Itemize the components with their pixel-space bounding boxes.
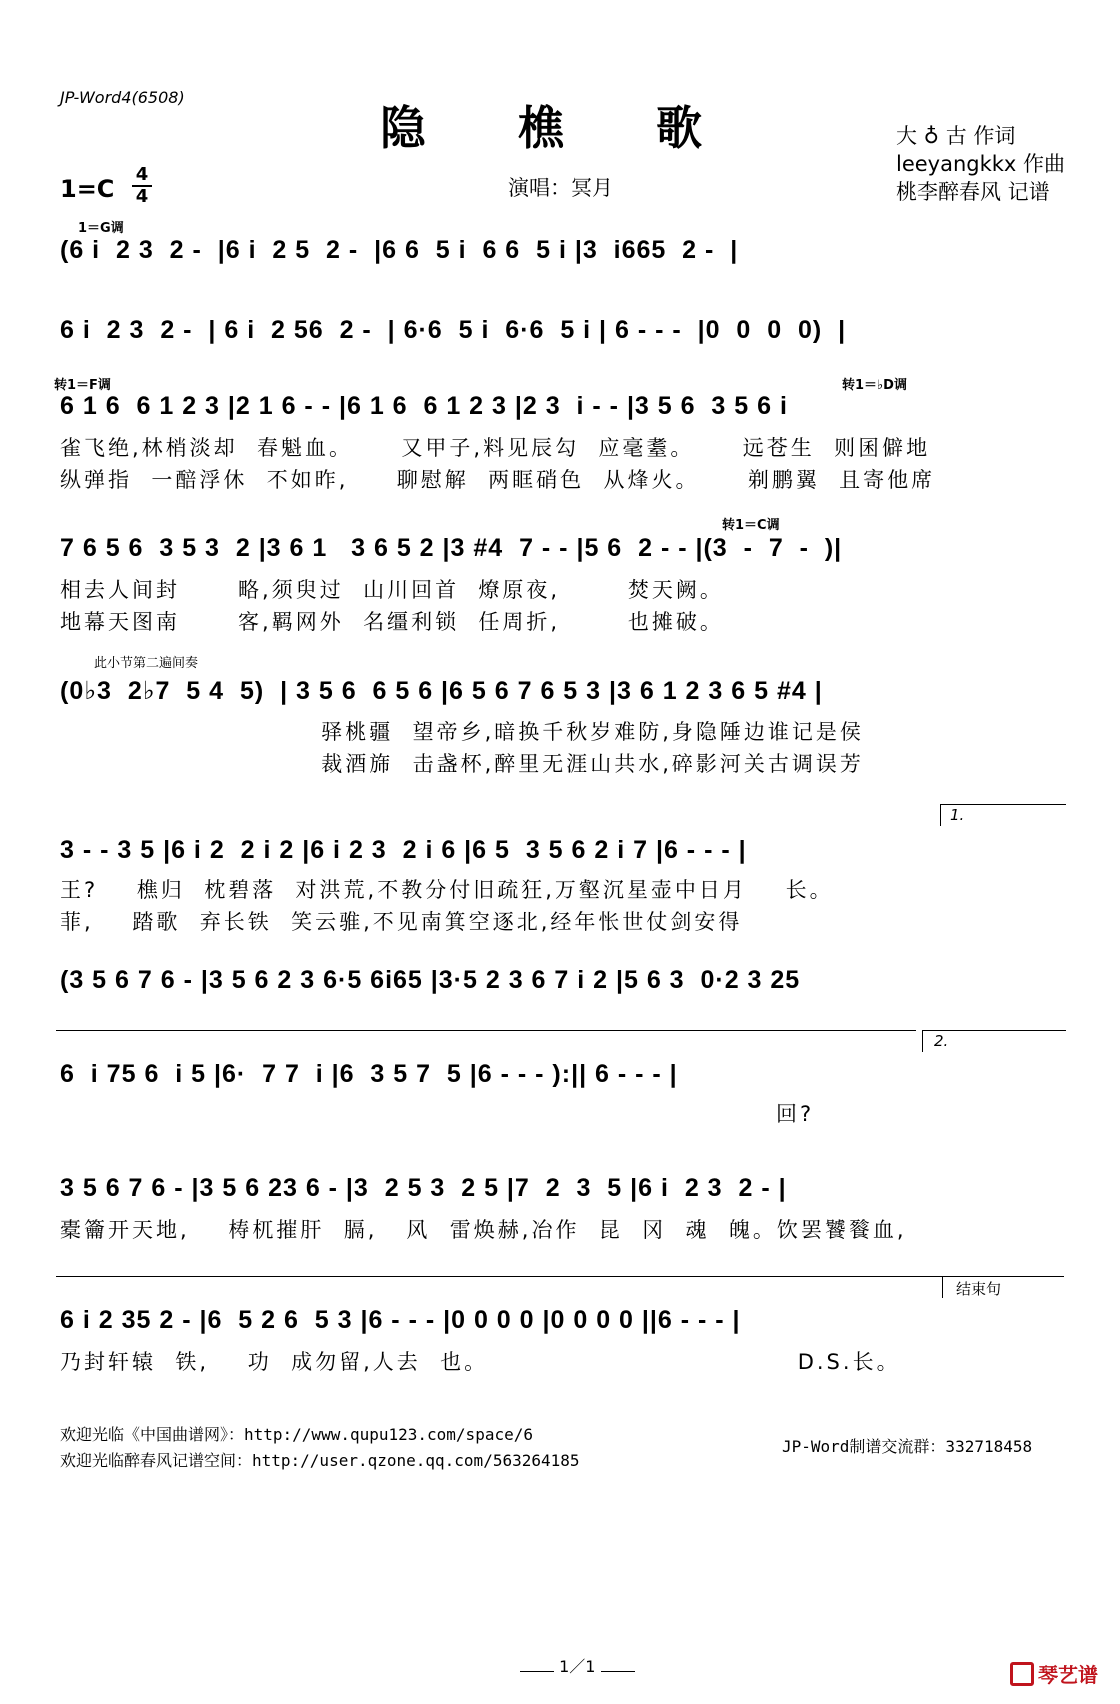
time-signature-numerator: 4 [135,164,149,185]
lyric-line: 驿桃疆 望帝乡,暗换千秋岁难防,身隐陲边谁记是侯 [60,720,864,744]
lyric-line: 回? [60,1102,815,1126]
key-signature: 1=C [60,175,115,203]
system-separator [56,1030,916,1031]
transcriber-credit: 桃李醉春风 记谱 [896,180,1050,204]
notation-line: (3 5 6 7 6 - |3 5 6 2 3 6·5 6i65 |3·5 2 3 6 7 i 2 |5 6 3 0·2 3 25 [60,966,801,994]
notation-line: (0♭3 2♭7 5 4 5) | 3 5 6 6 5 6 |6 5 6 7 6 5 3 |3 6 1 2 3 6 5 #4 | [60,677,823,705]
footer-link-line: 欢迎光临《中国曲谱网》：http://www.qupu123.com/space/6 [60,1425,533,1444]
site-logo [1010,1659,1098,1688]
key-change-note: 转1＝C调 [722,518,780,533]
lyric-line: 橐籥开天地, 梼杌摧肝 膈, 风 雷焕赫,冶作 昆 冈 魂 魄。饮罢饕餮血, [60,1218,907,1242]
page-title: 隐 樵 歌 [379,101,741,155]
volta-bracket-edge [942,1276,943,1298]
footer-link-line: 欢迎光临醉春风记谱空间：http://user.qzone.qq.com/563264185 [60,1451,580,1470]
volta-bracket [940,804,1066,805]
lyric-line: 雀飞绝,林梢淡却 春魁血。 又甲子,料见辰勾 应毫耋。 远苍生 则囷僻地 [60,436,931,460]
key-change-note: 转1＝♭D调 [842,378,907,393]
notation-line: 6 i 2 3 2 - | 6 i 2 56 2 - | 6·6 5 i 6·6 5 i | 6 - - - |0 0 0 0) | [60,316,847,344]
key-change-note: 1＝G调 [78,221,124,236]
ending-label: 1. [950,806,965,824]
lyricist-credit: 大 ♁ 古 作词 [896,124,1016,148]
logo-mark-icon [1010,1662,1034,1686]
notation-line: 6 i 2 35 2 - |6 5 2 6 5 3 |6 - - - |0 0 0 0 |0 0 0 0 ||6 - - - | [60,1306,741,1334]
lyric-line: 菲, 踏歌 弃长铁 笑云骓,不见南箕空逐北,经年怅世仗剑安得 [60,910,743,934]
page-number-text: 1／1 [559,1657,596,1676]
notation-line: 3 - - 3 5 |6 i 2 2 i 2 |6 i 2 3 2 i 6 |6 5 3 5 6 2 i 7 |6 - - - | [60,836,747,864]
footer-group-line: JP-Word制谱交流群：332718458 [782,1437,1033,1456]
lyric-line: 乃封轩辕 铁, 功 成勿留,人去 也。 D.S.长。 [60,1350,901,1374]
logo-text: 琴艺谱 [1038,1663,1098,1687]
time-signature [132,166,152,206]
notation-line: (6 i 2 3 2 - |6 i 2 5 2 - |6 6 5 i 6 6 5 i |3 i665 2 - | [60,236,739,264]
key-change-note: 转1＝F调 [54,378,111,393]
ending-label: 结束句 [956,1280,1002,1298]
page-number [520,1654,635,1677]
volta-bracket [922,1030,1066,1031]
lyric-line: 裁酒旆 击盏杯,醉里无涯山共水,碎影河关古调误芳 [60,752,864,776]
singer-credit: 演唱：冥月 [508,176,613,200]
volta-bracket-edge [940,804,941,826]
notation-line: 6 i 75 6 i 5 |6· 7 7 i |6 3 5 7 5 |6 - - - ):|| 6 - - - | [60,1060,678,1088]
volta-bracket-edge [922,1030,923,1052]
notation-line: 7 6 5 6 3 5 3 2 |3 6 1 3 6 5 2 |3 #4 7 - - |5 6 2 - - |(3 - 7 - )| [60,534,843,562]
lyric-line: 地幕天图南 客,羁网外 名缰利锁 任周折, 也摊破。 [60,610,724,634]
notation-line: 3 5 6 7 6 - |3 5 6 23 6 - |3 2 5 3 2 5 |7 2 3 5 |6 i 2 3 2 - | [60,1174,787,1202]
lyric-line: 相去人间封 略,须臾过 山川回首 燎原夜, 焚天阙。 [60,578,724,602]
ending-label: 2. [934,1032,949,1050]
software-label: JP-Word4(6508) [60,88,185,107]
time-signature-denominator: 4 [135,186,149,207]
composer-credit: leeyangkkx 作曲 [896,152,1066,176]
lyric-line: 王? 樵归 枕碧落 对洪荒,不教分付旧疏狂,万壑沉星壶中日月 长。 [60,878,834,902]
system-separator [56,1276,1064,1277]
performance-note: 此小节第二遍间奏 [94,656,199,671]
lyric-line: 纵弹指 一醅浮休 不如昨, 聊慰解 两眶硝色 从烽火。 剃鹏翼 且寄他席 [60,468,936,492]
notation-line: 6 1 6 6 1 2 3 |2 1 6 - - |6 1 6 6 1 2 3 |2 3 i - - |3 5 6 3 5 6 i [60,392,788,420]
